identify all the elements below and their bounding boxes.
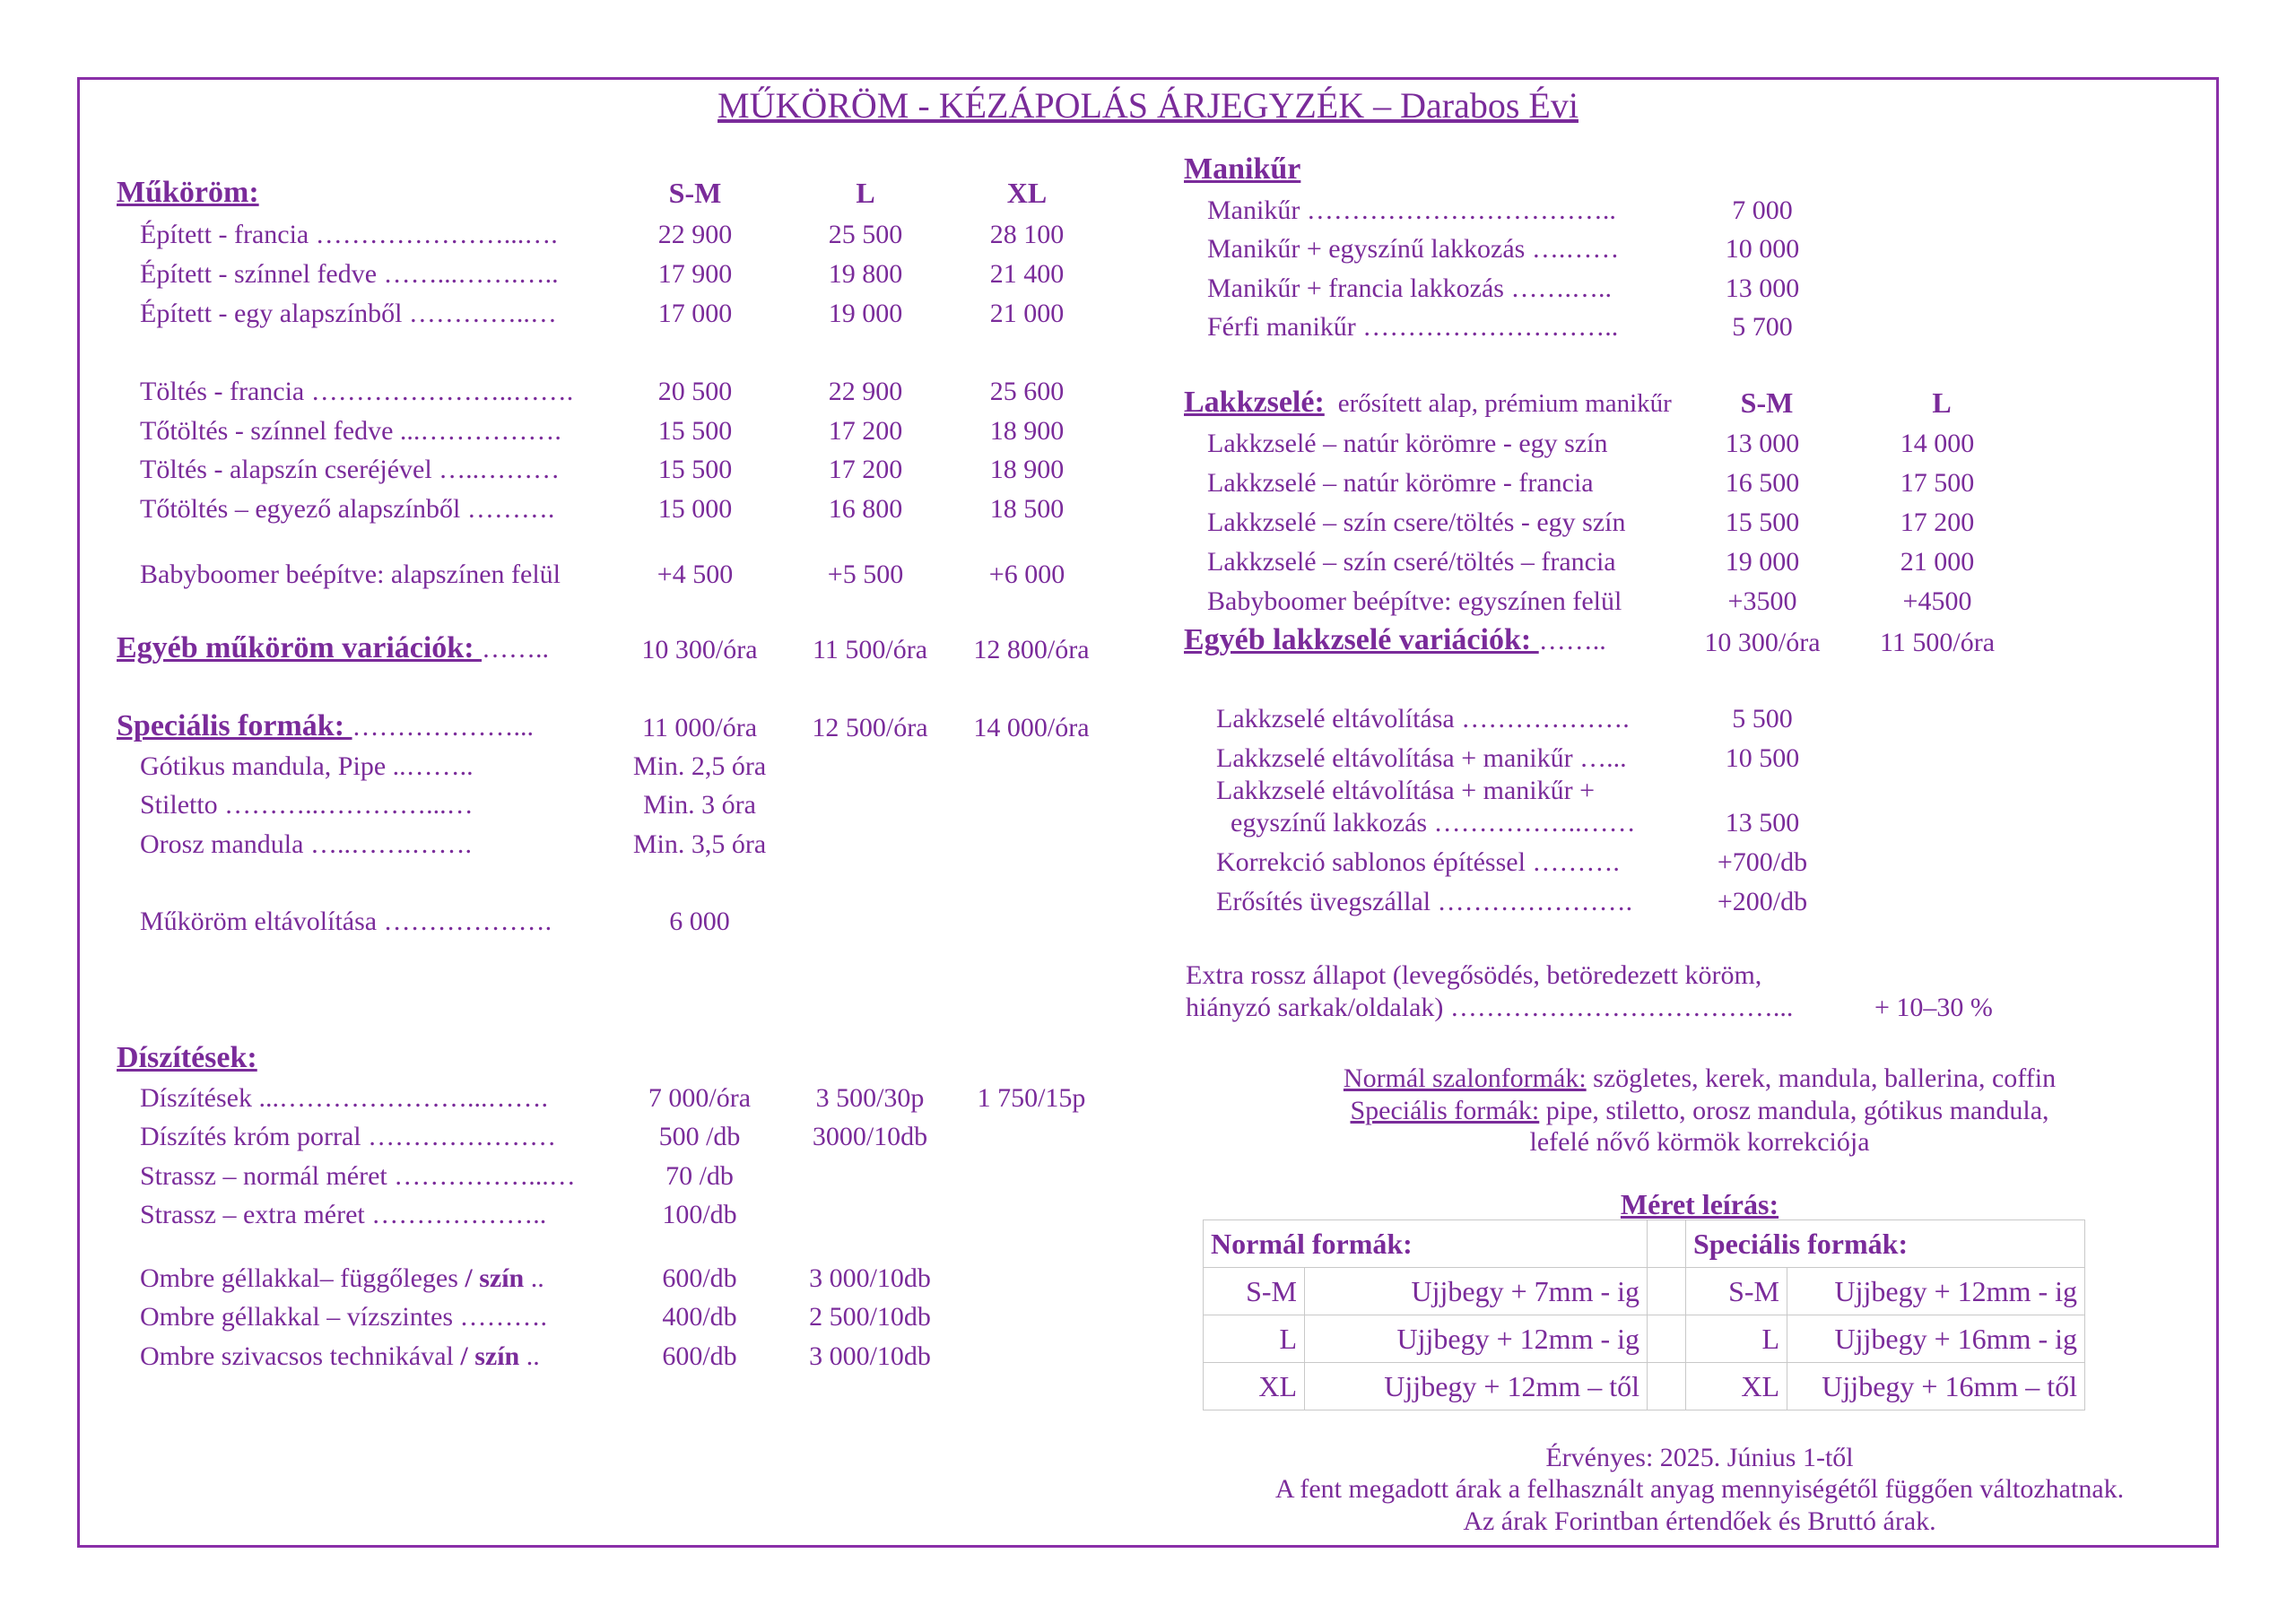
price-a: 7 000/óra [648,1083,752,1113]
price-xl: 25 600 [989,377,1065,406]
price-l: 16 800 [828,494,903,524]
desc-cell: Ujjbegy + 12mm - ig [1305,1315,1648,1363]
size-cell: XL [1204,1363,1305,1410]
mukorom-eltavolitasa-price: 6 000 [669,907,730,936]
table-spacer [1648,1220,1686,1268]
size-cell: L [1686,1315,1787,1363]
mukorom-eltavolitasa-label: Műköröm eltávolítása ………………. [140,907,552,936]
price-b: 3 500/30p [815,1083,925,1113]
price-xl: +6 000 [988,560,1065,589]
desc-cell: Ujjbegy + 16mm - ig [1787,1315,2085,1363]
footer-valid: Érvényes: 2025. Június 1-től [1545,1443,1854,1472]
normal-formak-label: Normál szalonformák: [1343,1063,1587,1093]
price-sm: 10 300/óra [641,635,758,664]
price-b: 2 500/10db [809,1302,931,1332]
list-item-label: Lakkzselé – natúr körömre - egy szín [1207,429,1608,458]
specialis-label: Speciális formák: [117,709,352,742]
list-item-label: Strassz – extra méret ……………….. [140,1200,547,1229]
price-sm: 11 000/óra [641,713,758,742]
desc-cell: Ujjbegy + 12mm – től [1305,1363,1648,1410]
list-item-label: Babyboomer beépítve: egyszínen felül [1207,586,1622,616]
egyeb-lakkzsele-dots: …….. [1538,626,1606,655]
ombre-label [140,1302,547,1332]
special-formak-label: Speciális formák: [1350,1096,1540,1125]
price-sm: 15 500 [657,416,733,446]
price-a: 100/db [662,1200,737,1229]
mukorom-col-l: L [856,177,875,209]
price-xl: 12 800/óra [973,635,1090,664]
price-l: +5 500 [827,560,904,589]
price-a: 400/db [662,1302,737,1332]
size-cell: L [1204,1315,1305,1363]
price-b: 3 000/10db [809,1341,931,1371]
price-sm: 22 900 [657,220,733,249]
list-item-label: Manikűr + egyszínű lakkozás ….…… [1207,234,1620,264]
ombre-szin: / szín [460,1341,520,1371]
price-xl: 18 900 [989,416,1065,446]
desc-cell: Ujjbegy + 7mm - ig [1305,1268,1648,1315]
special-formak-line [1184,1096,2215,1126]
price-sm: 15 500 [657,455,733,484]
ombre-label [140,1263,544,1294]
mukorom-col-xl: XL [1006,177,1048,209]
egyeb-mukorom-label: Egyéb műköröm variációk: [117,631,483,664]
price-xl: 14 000/óra [973,713,1090,742]
ombre-label [140,1341,540,1372]
price-value: 7 000 [1732,195,1793,225]
mukorom-heading: Műköröm: [117,176,259,209]
price-l: 21 000 [1900,547,1975,577]
price-sm: 19 000 [1725,547,1800,577]
price-l: 11 500/óra [812,635,928,664]
price-sm: +3500 [1727,586,1797,616]
table-row [1204,1268,2085,1315]
list-item-label: Töltés - alapszín cseréjével …..……… [140,455,561,484]
normal-formak-text: szögletes, kerek, mandula, ballerina, coffin [1586,1063,2057,1093]
normal-formak-heading: Normál formák: [1204,1220,1648,1268]
table-spacer [1648,1363,1686,1410]
price-l: 11 500/óra [1879,628,1996,657]
price-l: 19 800 [828,259,903,289]
extra-rossz-line2: hiányzó sarkak/oldalak) ………………………………... [1186,993,1794,1022]
egyeb-lakkzsele-row [1184,625,1606,656]
extra-rossz-value: + 10–30 % [1874,993,1993,1022]
price-b: 3000/10db [812,1122,928,1151]
specialis-row [117,711,534,742]
table-row [1204,1363,2085,1410]
price-l: 17 200 [1900,508,1975,537]
lakkzsele-heading: Lakkzselé: [1184,386,1325,419]
ombre-tail: .. [519,1341,540,1371]
price-value: 13 000 [1725,273,1800,303]
price-xl: 28 100 [989,220,1065,249]
price-l: 25 500 [828,220,903,249]
price-xl: 18 900 [989,455,1065,484]
price-b: 3 000/10db [809,1263,931,1293]
price-c: 1 750/15p [977,1083,1086,1113]
lakkzsele-subtitle: erősített alap, prémium manikűr [1337,389,1672,418]
price-value: 10 500 [1725,743,1800,773]
list-item-label: Korrekció sablonos építéssel ………. [1216,847,1620,877]
list-item-label: Díszítés króm porral ………………… [140,1122,557,1151]
list-item-label: Lakkzselé – szín csere/töltés - egy szín [1207,508,1626,537]
special-formak-heading: Speciális formák: [1686,1220,2085,1268]
meret-title [1184,1189,2215,1219]
list-item-label: Erősítés üvegszállal …………………. [1216,887,1633,916]
price-sm: 17 000 [657,299,733,328]
table-spacer [1648,1315,1686,1363]
price-l: 17 200 [828,455,903,484]
list-item-label: Tőtöltés – egyező alapszínből ………. [140,494,555,524]
list-item-label: Díszítések ...…………………...……. [140,1083,548,1113]
price-xl: 21 000 [989,299,1065,328]
lakkzsele-col-sm: S-M [1740,386,1794,419]
footer-currency: Az árak Forintban értendőek és Bruttó árak. [1463,1506,1936,1536]
price-a: 600/db [662,1263,737,1293]
list-item-label: Férfi manikűr ……………………….. [1207,312,1619,342]
price-sm: +4 500 [657,560,734,589]
price-l: 14 000 [1900,429,1975,458]
price-l: 17 500 [1900,468,1975,498]
price-sm: 20 500 [657,377,733,406]
list-item-label: Épített - francia …………………...…. [140,220,558,249]
price-value: 5 700 [1732,312,1793,342]
list-item-label: Épített - színnel fedve ……...…….….. [140,259,559,289]
duration-value: Min. 3,5 óra [632,829,767,859]
price-sm: 17 900 [657,259,733,289]
price-xl: 18 500 [989,494,1065,524]
list-item-label: Babyboomer beépítve: alapszínen felül [140,560,561,589]
price-value: 13 500 [1725,808,1800,838]
diszitesek-heading: Díszítések: [117,1041,257,1074]
manikur-heading: Manikűr [1184,152,1301,186]
ombre-tail: .. [524,1263,544,1293]
list-item-label: egyszínű lakkozás ……………..…… [1231,808,1636,838]
price-sm: 10 300/óra [1704,628,1821,657]
price-l: 12 500/óra [812,713,928,742]
price-value: 10 000 [1725,234,1800,264]
list-item-label: Manikűr …………………………….. [1207,195,1616,225]
list-item-label: Manikűr + francia lakkozás …….….. [1207,273,1612,303]
table-row [1204,1315,2085,1363]
egyeb-lakkzsele-label: Egyéb lakkzselé variációk: [1184,623,1539,656]
ombre-text: Ombre szivacsos technikával [140,1341,461,1371]
size-cell: S-M [1204,1268,1305,1315]
list-item-label: Lakkzselé – natúr körömre - francia [1207,468,1594,498]
price-l: +4500 [1902,586,1972,616]
list-item-label: Tőtöltés - színnel fedve ...……………. [140,416,561,446]
special-formak-text: pipe, stiletto, orosz mandula, gótikus mandula, [1539,1096,2049,1125]
desc-cell: Ujjbegy + 12mm - ig [1787,1268,2085,1315]
extra-rossz-line1: Extra rossz állapot (levegősödés, betöredezett köröm, [1186,960,1762,990]
special-formak-line2: lefelé nővő körmök korrekciója [1529,1127,1870,1157]
price-a: 70 /db [665,1161,734,1191]
table-spacer [1648,1268,1686,1315]
price-a: 600/db [662,1341,737,1371]
meret-title-text: Méret leírás: [1620,1188,1779,1220]
page-title: MŰKÖRÖM - KÉZÁPOLÁS ÁRJEGYZÉK – Darabos Évi [718,85,1578,126]
specialis-dots: ………………... [352,712,535,742]
price-sm: 13 000 [1725,429,1800,458]
price-sm: 15 500 [1725,508,1800,537]
list-item-label: Lakkzselé eltávolítása + manikűr + [1216,776,1596,805]
list-item-label: Gótikus mandula, Pipe ..…….. [140,751,474,781]
normal-formak-line [1184,1063,2215,1094]
list-item-label: Lakkzselé – szín cseré/töltés – francia [1207,547,1616,577]
price-xl: 21 400 [989,259,1065,289]
list-item-label: Orosz mandula …..…….……. [140,829,472,859]
lakkzsele-col-l: L [1932,386,1952,419]
size-table [1203,1219,2085,1410]
egyeb-mukorom-dots: …….. [482,634,550,664]
mukorom-col-sm: S-M [668,177,722,209]
price-value: +200/db [1717,887,1808,916]
ombre-text: Ombre géllakkal – vízszintes ………. [140,1302,548,1332]
egyeb-mukorom-row [117,633,549,664]
list-item-label: Épített - egy alapszínből …………..… [140,299,557,328]
price-value: 5 500 [1732,704,1793,733]
table-row [1204,1220,2085,1268]
duration-value: Min. 2,5 óra [632,751,767,781]
price-a: 500 /db [658,1122,741,1151]
price-sm: 16 500 [1725,468,1800,498]
lakkzsele-heading-row [1184,387,1672,419]
desc-cell: Ujjbegy + 16mm – től [1787,1363,2085,1410]
duration-value: Min. 3 óra [643,790,756,820]
price-sm: 15 000 [657,494,733,524]
ombre-szin: / szín [465,1263,525,1293]
list-item-label: Lakkzselé eltávolítása + manikűr …... [1216,743,1627,773]
list-item-label: Töltés - francia …………………..……. [140,377,574,406]
size-cell: S-M [1686,1268,1787,1315]
price-l: 17 200 [828,416,903,446]
list-item-label: Lakkzselé eltávolítása ………………. [1216,704,1630,733]
price-l: 22 900 [828,377,903,406]
price-value: +700/db [1717,847,1808,877]
footer-note: A fent megadott árak a felhasznált anyag mennyiségétől függően változhatnak. [1274,1474,2125,1504]
price-l: 19 000 [828,299,903,328]
list-item-label: Stiletto ………..…………...… [140,790,474,820]
list-item-label: Strassz – normál méret ……………...… [140,1161,576,1191]
ombre-text: Ombre géllakkal– függőleges [140,1263,465,1293]
size-cell: XL [1686,1363,1787,1410]
